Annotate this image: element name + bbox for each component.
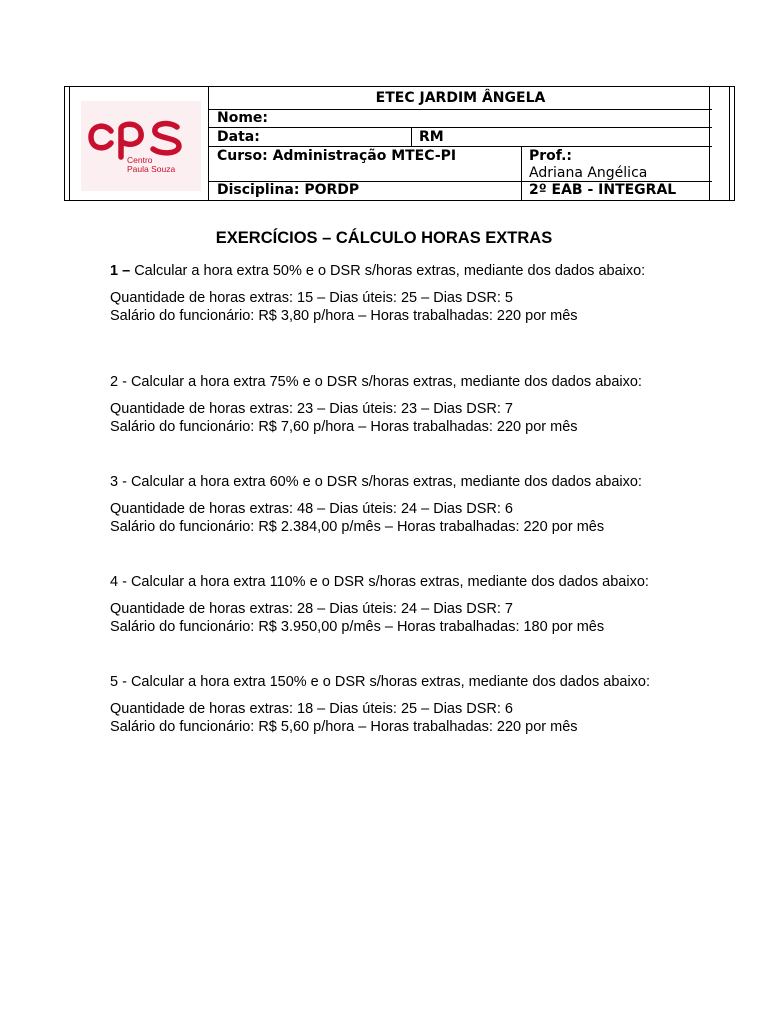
nome-label: Nome: [217, 110, 269, 126]
disciplina-label: Disciplina: PORDP [217, 182, 360, 198]
divider [521, 182, 522, 200]
curso-label: Curso: Administração MTEC-PI [217, 148, 457, 164]
cps-logo-mark [81, 101, 201, 191]
exercise-statement: 3 - Calcular a hora extra 60% e o DSR s/horas extras, mediante dos dados abaixo: [110, 474, 642, 490]
exercise-4 [110, 573, 670, 636]
header-info [208, 87, 711, 200]
row-data [209, 128, 712, 147]
header-border-left [69, 87, 70, 200]
exercise-data-line2: Salário do funcionário: R$ 2.384,00 p/mês – Horas trabalhadas: 220 por mês [110, 519, 605, 535]
exercise-data-line1: Quantidade de horas extras: 23 – Dias úteis: 23 – Dias DSR: 7 [110, 401, 513, 417]
header-table [64, 86, 735, 201]
data-label: Data: [217, 129, 260, 145]
exercise-5 [110, 673, 670, 736]
row-disciplina [209, 182, 712, 200]
exercise-data-line1: Quantidade de horas extras: 48 – Dias úteis: 24 – Dias DSR: 6 [110, 501, 513, 517]
exercise-data-line2: Salário do funcionário: R$ 5,60 p/hora – Horas trabalhadas: 220 por mês [110, 719, 578, 735]
prof-cell [529, 148, 679, 182]
logo-cell [71, 87, 208, 200]
exercise-2 [110, 373, 670, 436]
prof-label: Prof.: [529, 148, 573, 164]
exercise-number: 1 – [110, 263, 131, 279]
exercise-data-line1: Quantidade de horas extras: 18 – Dias úteis: 25 – Dias DSR: 6 [110, 701, 513, 717]
header-border-right-outer [729, 87, 730, 200]
logo-line1: Centro [127, 155, 153, 165]
page-title: EXERCÍCIOS – CÁLCULO HORAS EXTRAS [215, 229, 553, 247]
exercise-1 [110, 262, 670, 325]
logo-line2: Paula Souza [127, 164, 176, 174]
prof-name: Adriana Angélica [529, 165, 648, 181]
exercise-data-line1: Quantidade de horas extras: 28 – Dias úteis: 24 – Dias DSR: 7 [110, 601, 513, 617]
exercise-statement [110, 262, 670, 280]
exercise-statement: 2 - Calcular a hora extra 75% e o DSR s/horas extras, mediante dos dados abaixo: [110, 374, 642, 390]
exercise-data-line2: Salário do funcionário: R$ 7,60 p/hora – Horas trabalhadas: 220 por mês [110, 419, 578, 435]
exercise-statement-text: Calcular a hora extra 50% e o DSR s/horas extras, mediante dos dados abaixo: [134, 263, 646, 279]
exercise-statement: 4 - Calcular a hora extra 110% e o DSR s/horas extras, mediante dos dados abaixo: [110, 574, 649, 590]
exercise-data-line2: Salário do funcionário: R$ 3.950,00 p/mês – Horas trabalhadas: 180 por mês [110, 619, 605, 635]
divider [411, 128, 412, 146]
exercise-data-line1: Quantidade de horas extras: 15 – Dias úteis: 25 – Dias DSR: 5 [110, 290, 513, 306]
row-school [209, 87, 712, 110]
row-curso [209, 147, 712, 182]
exercise-data-line2: Salário do funcionário: R$ 3,80 p/hora – Horas trabalhadas: 220 por mês [110, 308, 578, 324]
exercise-statement: 5 - Calcular a hora extra 150% e o DSR s/horas extras, mediante dos dados abaixo: [110, 674, 651, 690]
cps-logo [81, 101, 201, 191]
exercise-3 [110, 473, 670, 536]
school-name: ETEC JARDIM ÂNGELA [375, 90, 546, 106]
divider [521, 147, 522, 181]
row-nome [209, 110, 712, 128]
rm-label: RM [419, 129, 444, 145]
turma-label: 2º EAB - INTEGRAL [529, 182, 677, 198]
